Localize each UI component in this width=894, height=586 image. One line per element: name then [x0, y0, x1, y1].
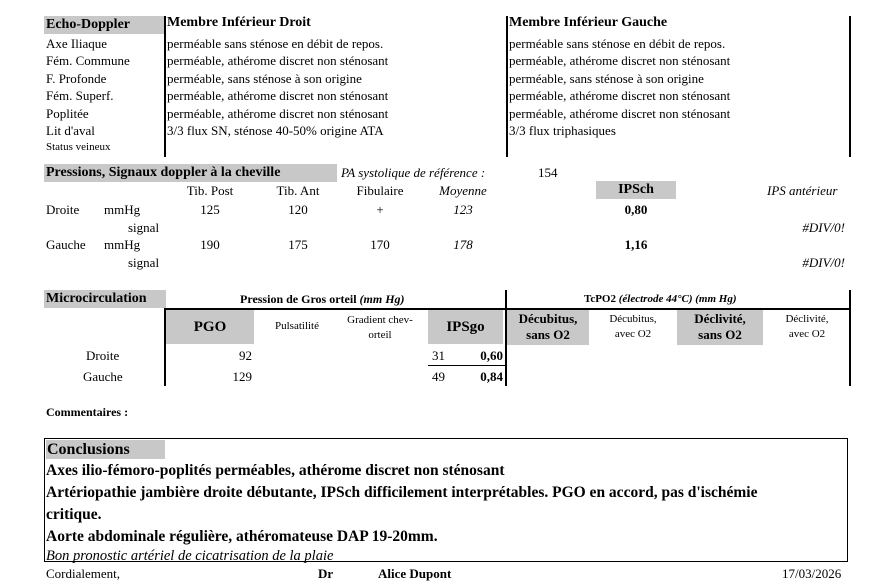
col-fibulaire: Fibulaire — [356, 183, 404, 198]
echo-doppler-header: Echo-Doppler — [44, 16, 166, 34]
col-tib-ant: Tib. Ant — [276, 183, 320, 198]
col-pgo: PGO — [166, 310, 254, 344]
unit-mmhg: mmHg — [104, 202, 141, 217]
echo-right-value: perméable, athérome discret non sténosant — [167, 106, 389, 121]
pressions-header: Pressions, Signaux doppler à la cheville — [44, 164, 337, 182]
col-gradient-line1: Gradient chev- — [347, 314, 413, 326]
col-decubitus-avec-o2 — [592, 312, 674, 342]
micro-gauche-gradient: 49 — [432, 369, 445, 384]
col-decubitus-sans-o2 — [507, 310, 589, 345]
tcpo2-sub: (électrode 44°C) — [618, 293, 693, 305]
row-droite-label: Droite — [46, 202, 80, 217]
gauche-ipsch: 1,16 — [624, 237, 648, 252]
droite-tib-ant: 120 — [288, 202, 308, 217]
micro-droite-gradient: 31 — [432, 348, 445, 363]
echo-right-value: perméable, athérome discret non sténosant — [167, 53, 389, 68]
col-gradient-line2: orteil — [368, 329, 392, 341]
echo-right-value: perméable, athérome discret non sténosant — [167, 88, 389, 103]
echo-left-value: perméable, athérome discret non sténosant — [509, 106, 731, 121]
pa-label: PA systolique de référence : — [341, 165, 486, 180]
echo-left-value: perméable sans sténose en débit de repos. — [509, 36, 726, 51]
echo-label: Poplitée — [46, 106, 89, 121]
gauche-ips-anterieur: #DIV/0! — [802, 255, 845, 270]
conclusion-line-1: Axes ilio-fémoro-poplités perméables, athérome discret non sténosant — [46, 462, 505, 479]
col-ips-anterieur: IPS antérieur — [767, 183, 838, 198]
left-limb-title: Membre Inférieur Gauche — [509, 15, 668, 30]
droite-ips-anterieur: #DIV/0! — [802, 220, 845, 235]
col-declivite-avec-o2-line1: Déclivité, — [785, 313, 829, 325]
gauche-tib-post: 190 — [200, 237, 220, 252]
droite-ipsch: 0,80 — [624, 202, 648, 217]
echo-label: Axe Iliaque — [46, 36, 108, 51]
ipsgo-row-divider — [428, 365, 506, 366]
droite-tib-post: 125 — [200, 202, 220, 217]
col-tib-post: Tib. Post — [186, 183, 234, 198]
footer-greeting: Cordialement, — [46, 566, 121, 581]
conclusions-header: Conclusions — [46, 440, 165, 459]
echo-left-value: perméable, athérome discret non sténosant — [509, 53, 731, 68]
unit-mmhg: mmHg — [104, 237, 141, 252]
signal-label: signal — [128, 255, 160, 270]
gauche-moyenne: 178 — [453, 237, 473, 252]
droite-moyenne: 123 — [453, 202, 473, 217]
col-decubitus-avec-o2-line1: Décubitus, — [609, 313, 657, 325]
micro-droite-ipsgo: 0,60 — [480, 348, 503, 363]
echo-left-value: 3/3 flux triphasiques — [509, 123, 616, 138]
echo-divider-1 — [164, 16, 166, 157]
echo-label: Status veineux — [46, 141, 111, 153]
echo-label: Fém. Superf. — [46, 88, 114, 103]
conclusion-line-3: Aorte abdominale régulière, athéromateuse DAP 19-20mm. — [46, 528, 438, 545]
col-decubitus-sans-o2-line2: sans O2 — [526, 327, 570, 342]
pa-value: 154 — [538, 165, 558, 180]
microcirculation-header: Microcirculation — [44, 290, 166, 308]
commentaires-label: Commentaires : — [46, 405, 129, 419]
col-gradient — [335, 313, 425, 343]
micro-gauche-pgo: 129 — [232, 369, 252, 384]
gauche-fibulaire: 170 — [370, 237, 390, 252]
col-decubitus-avec-o2-line2: avec O2 — [614, 328, 652, 340]
echo-label: Lit d'aval — [46, 123, 95, 138]
col-ipsch: IPSch — [596, 181, 676, 199]
micro-gauche-ipsgo: 0,84 — [480, 369, 503, 384]
echo-right-value: perméable, sans sténose à son origine — [167, 71, 362, 86]
echo-label: F. Profonde — [46, 71, 107, 86]
right-limb-title: Membre Inférieur Droit — [167, 15, 311, 30]
row-gauche-label: Gauche — [46, 237, 86, 252]
col-declivite-sans-o2-line2: sans O2 — [698, 327, 742, 342]
conclusion-line-2a: Artériopathie jambière droite débutante, IPSch difficilement interprétables. PGO en accord, pas d'ischémie — [46, 484, 758, 501]
echo-left-value: perméable, sans sténose à son origine — [509, 71, 704, 86]
micro-droite-label: Droite — [86, 348, 120, 363]
gros-orteil-title — [240, 292, 405, 307]
micro-right-border — [849, 290, 851, 386]
conclusion-line-2b: critique. — [46, 506, 102, 523]
col-ipsgo: IPSgo — [428, 310, 503, 344]
col-decubitus-sans-o2-line1: Décubitus, — [518, 311, 578, 326]
echo-left-value: perméable, athérome discret non sténosant — [509, 88, 731, 103]
droite-fibulaire: + — [376, 202, 384, 217]
micro-gauche-label: Gauche — [83, 369, 123, 384]
echo-right-value: perméable sans sténose en débit de repos. — [167, 36, 384, 51]
echo-divider-2 — [506, 16, 508, 157]
footer-date: 17/03/2026 — [782, 566, 842, 581]
gros-orteil-unit: (mm Hg) — [359, 292, 405, 306]
col-pulsatilite: Pulsatilité — [275, 320, 319, 332]
col-declivite-avec-o2-line2: avec O2 — [788, 328, 826, 340]
tcpo2-unit: (mm Hg) — [695, 293, 737, 305]
col-moyenne: Moyenne — [439, 183, 487, 198]
tcpo2-title — [584, 293, 736, 305]
col-declivite-sans-o2-line1: Déclivité, — [694, 311, 746, 326]
gros-orteil-title-text: Pression de Gros orteil — [240, 292, 357, 306]
echo-divider-3 — [849, 16, 851, 157]
col-declivite-sans-o2 — [677, 310, 763, 345]
echo-label: Fém. Commune — [46, 53, 130, 68]
echo-right-value: 3/3 flux SN, sténose 40-50% origine ATA — [167, 123, 384, 138]
conclusion-line-4: Bon pronostic artériel de cicatrisation de la plaie — [46, 548, 334, 564]
footer-dr: Dr — [318, 566, 334, 581]
gauche-tib-ant: 175 — [288, 237, 308, 252]
micro-droite-pgo: 92 — [239, 348, 252, 363]
tcpo2-title-text: TcPO2 — [584, 293, 616, 305]
signal-label: signal — [128, 220, 160, 235]
col-declivite-avec-o2 — [766, 312, 848, 342]
footer-doctor-name: Alice Dupont — [378, 566, 452, 581]
